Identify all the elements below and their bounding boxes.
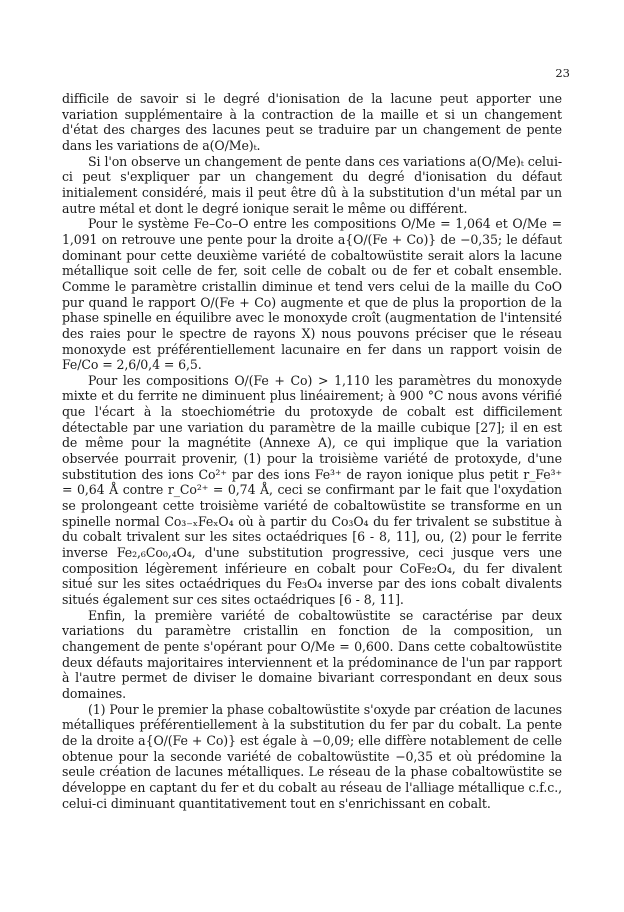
body-text [62, 91, 562, 811]
paragraph: Pour les compositions O/(Fe + Co) > 1,110 les paramètres du monoxyde mixte et du ferrite ne diminuent plus linéairement; à 900 °C nous avons vérifié que l'écart à la stoechiométrie du protoxyde de cobalt est difficilement détectable par une variation du paramètre de la maille cubique [27]; il en est de même pour la magnétite (Annexe A), ce qui implique que la variation observée pourrait provenir, (1) pour la troisième variété de protoxyde, d'une substitution des ions Co²⁺ par des ions Fe³⁺ de rayon ionique plus petit r_Fe³⁺ = 0,64 Å contre r_Co²⁺ = 0,74 Å, ceci se confirmant par le fait que l'oxydation se prolongeant cette troisième variété de cobaltowüstite se transforme en un spinelle normal Co₃₋ₓFeₓO₄ où à partir du Co₃O₄ du fer trivalent se substitue à du cobalt trivalent sur les sites octaédriques [6 - 8, 11], ou, (2) pour le ferrite inverse Fe₂,₆Co₀,₄O₄, d'une substitution progressive, ceci jusque vers une composition légèrement inférieure en cobalt pour CoFe₂O₄, du fer divalent situé sur les sites octaédriques du Fe₃O₄ inverse par des ions cobalt divalents situés également sur ces sites octaédriques [6 - 8, 11]. [62, 372, 562, 607]
paragraph: Pour le système Fe–Co–O entre les compositions O/Me = 1,064 et O/Me = 1,091 on retrouve une pente pour la droite a{O/(Fe + Co)} de −0,35; le défaut dominant pour cette deuxième variété de cobaltowüstite serait alors la lacune métallique soit celle de fer, soit celle de cobalt ou de fer et cobalt ensemble. Comme le paramètre cristallin diminue et tend vers celui de la maille du CoO pur quand le rapport O/(Fe + Co) augmente et que de plus la proportion de la phase spinelle en équilibre avec le monoxyde croît (augmentation de l'intensité des raies pour le spectre de rayons X) nous pouvons préciser que le réseau monoxyde est préférentiellement lacunaire en fer dans un rapport voisin de Fe/Co = 2,6/0,4 = 6,5. [62, 216, 562, 373]
page-number: 23 [555, 66, 570, 80]
paragraph: difficile de savoir si le degré d'ionisation de la lacune peut apporter une variation supplémentaire à la contraction de la maille et si un changement d'état des charges des lacunes peut se traduire par un changement de pente dans les variations de a(O/Me)ₜ. [62, 91, 562, 153]
paragraph: Enfin, la première variété de cobaltowüstite se caractérise par deux variations du paramètre cristallin en fonction de la composition, un changement de pente s'opérant pour O/Me = 0,600. Dans cette cobaltowüstite deux défauts majoritaires interviennent et la prédominance de l'un par rapport à l'autre permet de diviser le domaine bivariant correspondant en deux sous domaines. [62, 607, 562, 701]
paragraph: (1) Pour le premier la phase cobaltowüstite s'oxyde par création de lacunes métalliques préférentiellement à la substitution du fer par du cobalt. La pente de la droite a{O/(Fe + Co)} est égale à −0,09; elle diffère notablement de celle obtenue pour la seconde variété de cobaltowüstite −0,35 et où prédomine la seule création de lacunes métalliques. Le réseau de la phase cobaltowüstite se développe en captant du fer et du cobalt au réseau de l'alliage métallique c.f.c., celui-ci diminuant quantitativement tout en s'enrichissant en cobalt. [62, 701, 562, 811]
paragraph: Si l'on observe un changement de pente dans ces variations a(O/Me)ₜ celui-ci peut s'expliquer par un changement du degré d'ionisation du défaut initialement considéré, mais il peut être dû à la substitution d'un métal par un autre métal et dont le degré ionique serait le même ou différent. [62, 153, 562, 216]
